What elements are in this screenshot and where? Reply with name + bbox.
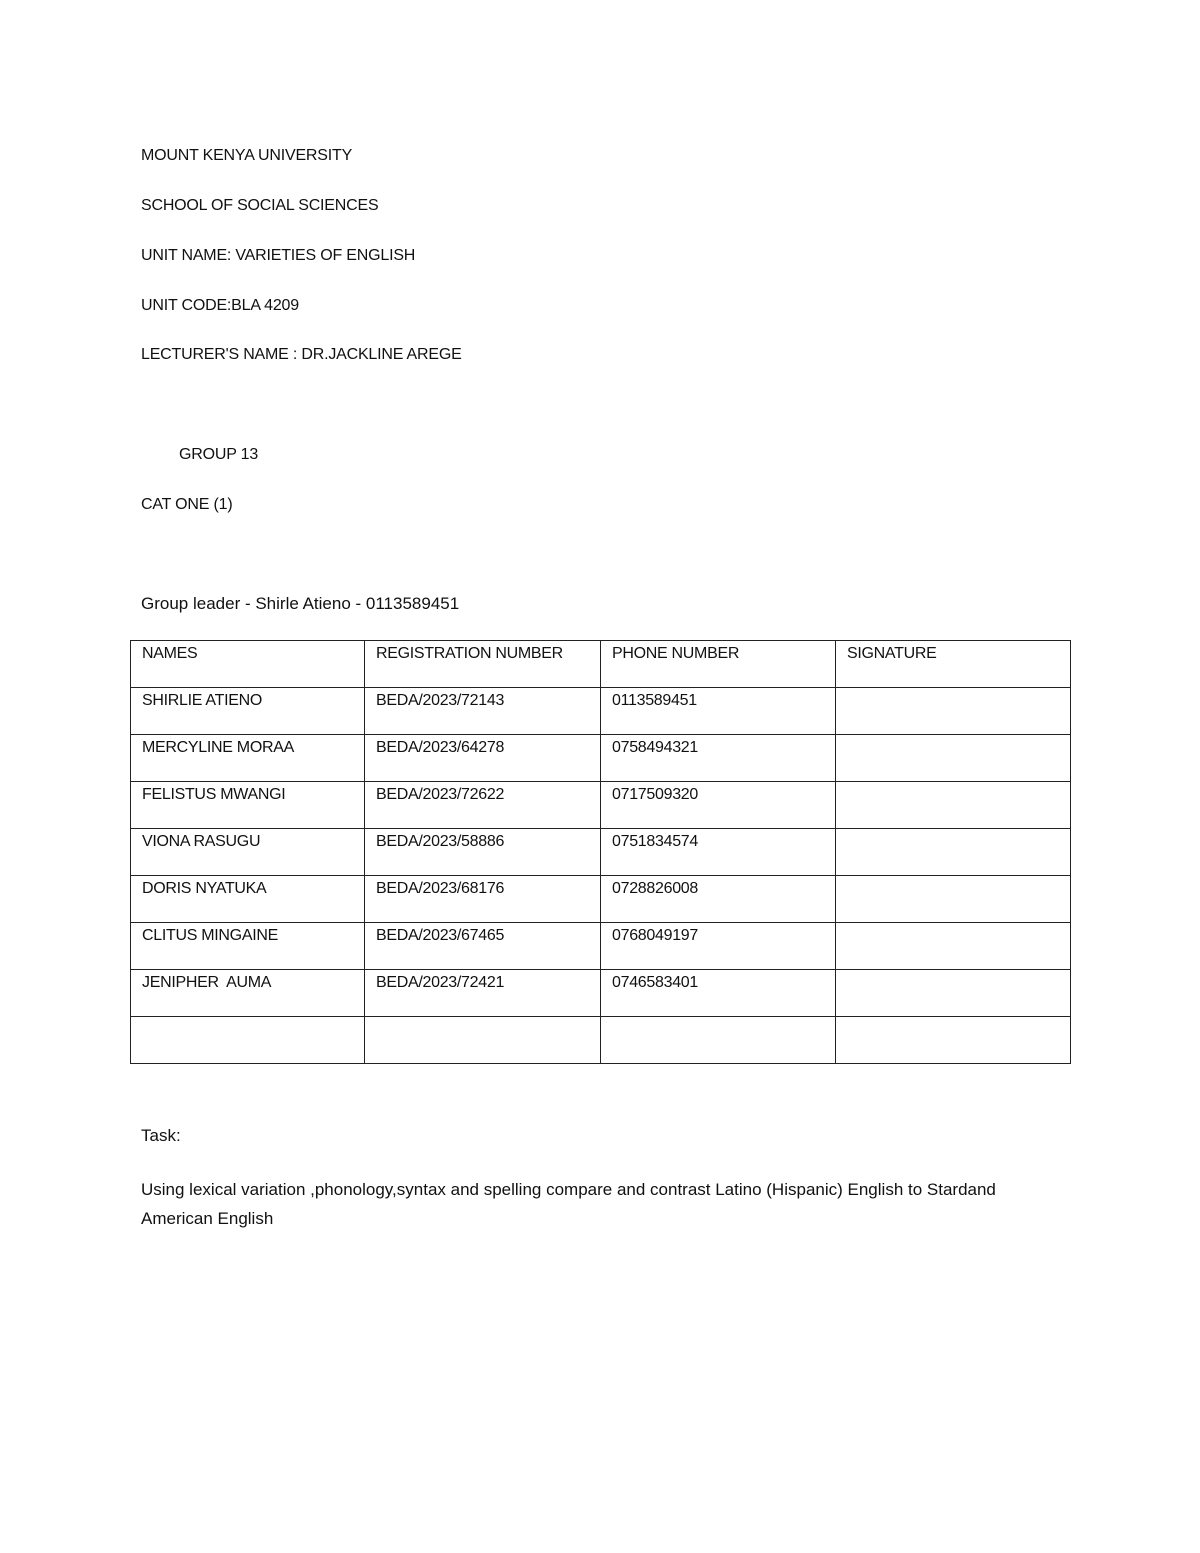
- cell-registration: BEDA/2023/68176: [365, 876, 601, 923]
- cell-name: VIONA RASUGU: [131, 829, 365, 876]
- header-registration-number: REGISTRATION NUMBER: [365, 641, 601, 688]
- university-name: MOUNT KENYA UNIVERSITY: [141, 147, 353, 164]
- cell-phone: [601, 1017, 836, 1064]
- header-signature: SIGNATURE: [836, 641, 1071, 688]
- cell-signature: [836, 970, 1071, 1017]
- header-names: NAMES: [131, 641, 365, 688]
- cell-name: DORIS NYATUKA: [131, 876, 365, 923]
- cell-signature: [836, 735, 1071, 782]
- table-row: [131, 688, 1071, 735]
- table-header-row: [131, 641, 1071, 688]
- cell-signature: [836, 923, 1071, 970]
- cell-name: CLITUS MINGAINE: [131, 923, 365, 970]
- table-row: [131, 970, 1071, 1017]
- cell-phone: 0746583401: [601, 970, 836, 1017]
- cell-phone: 0768049197: [601, 923, 836, 970]
- cell-name: SHIRLIE ATIENO: [131, 688, 365, 735]
- cell-phone: 0113589451: [601, 688, 836, 735]
- table-row: [131, 876, 1071, 923]
- header-phone-number: PHONE NUMBER: [601, 641, 836, 688]
- cell-phone: 0758494321: [601, 735, 836, 782]
- cell-registration: BEDA/2023/72143: [365, 688, 601, 735]
- cell-registration: BEDA/2023/72421: [365, 970, 601, 1017]
- members-table: [130, 640, 1071, 1064]
- cat-title: CAT ONE (1): [141, 496, 233, 513]
- cell-name: MERCYLINE MORAA: [131, 735, 365, 782]
- table-row: [131, 923, 1071, 970]
- task-description: Using lexical variation ,phonology,syntax and spelling compare and contrast Latino (Hispanic) English to Stardand American English: [141, 1180, 996, 1228]
- cell-registration: BEDA/2023/64278: [365, 735, 601, 782]
- cell-signature: [836, 782, 1071, 829]
- table-row: [131, 829, 1071, 876]
- cell-phone: 0717509320: [601, 782, 836, 829]
- unit-name: UNIT NAME: VARIETIES OF ENGLISH: [141, 247, 416, 264]
- cell-signature: [836, 688, 1071, 735]
- table-row: [131, 782, 1071, 829]
- cell-registration: BEDA/2023/72622: [365, 782, 601, 829]
- group-leader: Group leader - Shirle Atieno - 0113589451: [141, 594, 460, 613]
- task-label: Task:: [141, 1126, 181, 1145]
- cell-registration: BEDA/2023/67465: [365, 923, 601, 970]
- cell-name: [131, 1017, 365, 1064]
- table-row-empty: [131, 1017, 1071, 1064]
- school-name: SCHOOL OF SOCIAL SCIENCES: [141, 197, 379, 214]
- cell-registration: [365, 1017, 601, 1064]
- group-number: GROUP 13: [179, 446, 259, 463]
- cell-phone: 0728826008: [601, 876, 836, 923]
- cell-signature: [836, 876, 1071, 923]
- cell-signature: [836, 1017, 1071, 1064]
- lecturer-name: LECTURER'S NAME : DR.JACKLINE AREGE: [141, 346, 462, 363]
- cell-name: FELISTUS MWANGI: [131, 782, 365, 829]
- table-row: [131, 735, 1071, 782]
- cell-signature: [836, 829, 1071, 876]
- unit-code: UNIT CODE:BLA 4209: [141, 297, 299, 314]
- cell-name: JENIPHER AUMA: [131, 970, 365, 1017]
- cell-registration: BEDA/2023/58886: [365, 829, 601, 876]
- cell-phone: 0751834574: [601, 829, 836, 876]
